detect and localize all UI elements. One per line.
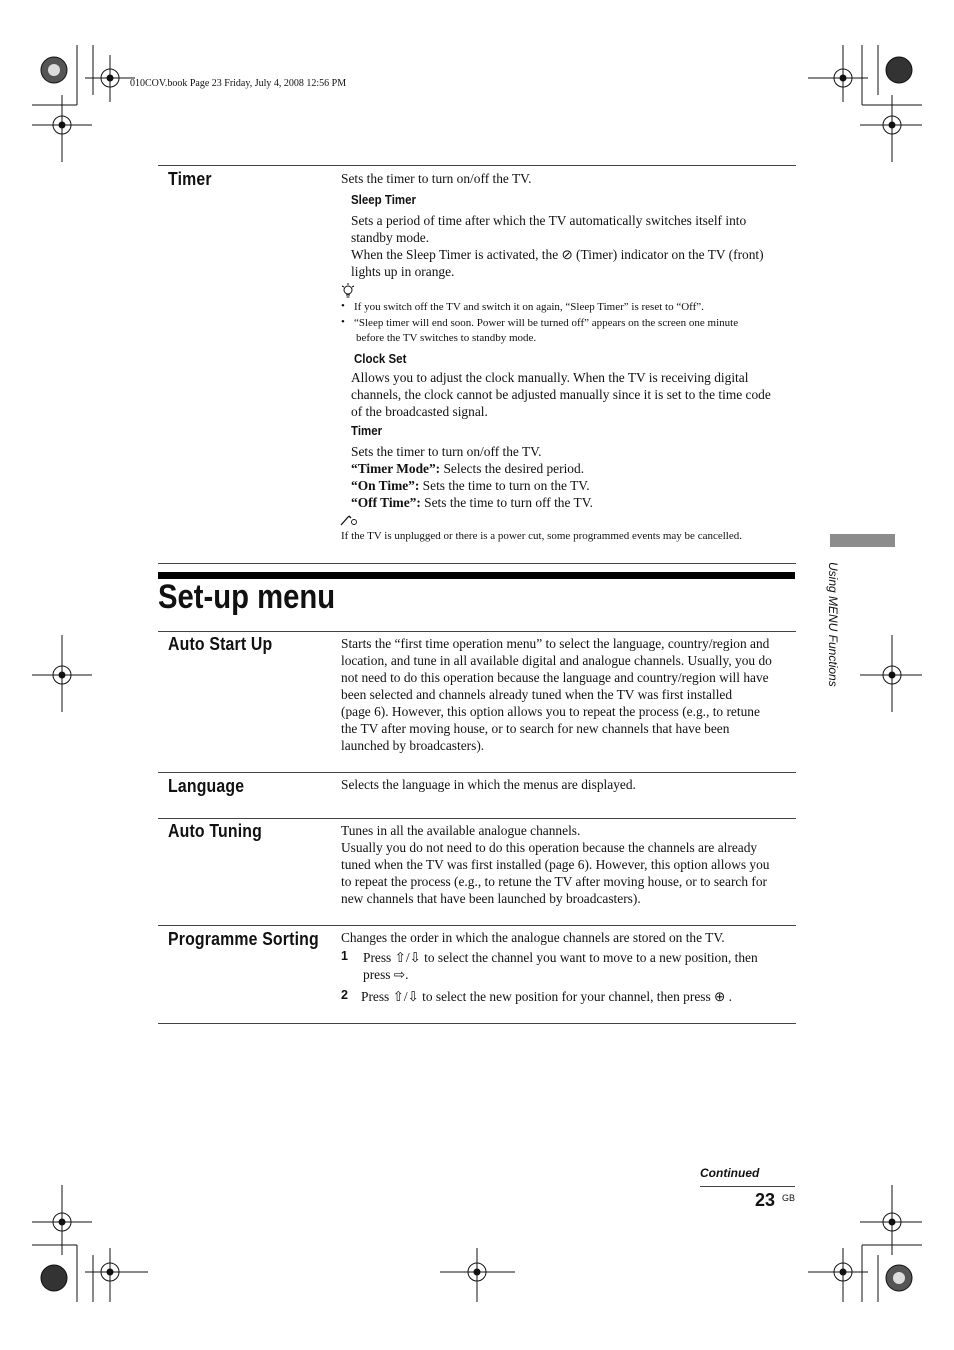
bullet-icon: • [341,300,345,312]
off-time-item: “Off Time”: Sets the time to turn off the TV. [351,495,594,510]
timer-label: Timer [168,169,212,189]
tip-item: “Sleep timer will end soon. Power will be turned off” appears on the screen one minute before the TV switches to standby mode. [354,317,739,344]
timer-sub-text: Sets the timer to turn on/off the TV. “Timer Mode”: Selects the desired period. “On Time”: Sets the time to turn on the TV. “Off Time”: Sets the time to turn off the TV. [351,444,594,510]
sleep-timer-text: Sets a period of time after which the TV automatically switches itself into standby mode. When the Sleep Timer is activated, the ⊘ (Timer) indicator on the TV (front) lights up in orange. [351,213,764,279]
pencil-note-icon [340,514,358,526]
auto-start-up-label: Auto Start Up [168,634,273,654]
auto-tuning-text: Tunes in all the available analogue channels. Usually you do not need to do this operation because the channels are already tuned when the TV was first installed (page 6). However, this option allows you to repeat the process (e.g., to retune the TV after moving house, or to search for new channels that have been launched by broadcasters). [341,823,770,906]
page-title: Set-up menu [158,578,336,616]
lightbulb-tip-icon [340,282,356,298]
language-label: Language [168,776,245,796]
step-text: Press ⇧/⇩ to select the new position for your channel, then press ⊕ . [361,989,732,1004]
timer-sub-heading: Timer [351,424,383,438]
footer-rule [700,1186,795,1187]
section-rule [158,1023,796,1024]
clock-set-text: Allows you to adjust the clock manually. When the TV is receiving digital channels, the clock cannot be adjusted manually since it is set to the time code of the broadcasted signal. [351,370,771,419]
section-rule [158,772,796,773]
sleep-timer-heading: Sleep Timer [351,193,416,207]
programme-sorting-label: Programme Sorting [168,929,319,949]
section-rule [158,563,796,564]
crop-marks-top [32,45,922,162]
auto-tuning-label: Auto Tuning [168,821,263,841]
auto-start-up-text: Starts the “first time operation menu” to select the language, country/region and location, and tune in all available digital and analogue channels. Usually, you do not need to do this operation because the language and country/region will have been selected and channels already tuned when the TV was first installed (page 6). However, this option allows you to repeat the process (e.g., to retune the TV after moving house, or to search for new channels that have been launched by broadcasters). [341,636,772,753]
step-number: 1 [341,949,348,963]
section-rule [158,818,796,819]
section-rule [158,631,796,632]
timer-intro: Sets the timer to turn on/off the TV. [341,171,532,186]
section-tab-marker [830,534,895,547]
continued-label: Continued [700,1166,760,1180]
section-tab-label: Using MENU Functions [826,562,840,687]
step-text: Press ⇧/⇩ to select the channel you want to move to a new position, then press ⇨. [363,950,758,982]
page-number: 23 [755,1190,776,1210]
section-rule [158,165,796,166]
section-rule [158,925,796,926]
clock-set-heading: Clock Set [354,352,407,366]
on-time-item: “On Time”: Sets the time to turn on the TV. [351,478,590,493]
tip-item: If you switch off the TV and switch it on again, “Sleep Timer” is reset to “Off”. [354,301,704,313]
programme-sorting-intro: Changes the order in which the analogue channels are stored on the TV. [341,930,725,945]
file-info-header: 010COV.book Page 23 Friday, July 4, 2008 12:56 PM [130,78,347,89]
timer-note: If the TV is unplugged or there is a power cut, some programmed events may be cancelled. [341,530,742,542]
timer-mode-item: “Timer Mode”: Selects the desired period. [351,461,585,476]
bullet-icon: • [341,316,345,328]
step-number: 2 [341,988,348,1002]
language-text: Selects the language in which the menus are displayed. [341,777,636,792]
page-suffix: GB [782,1193,796,1203]
